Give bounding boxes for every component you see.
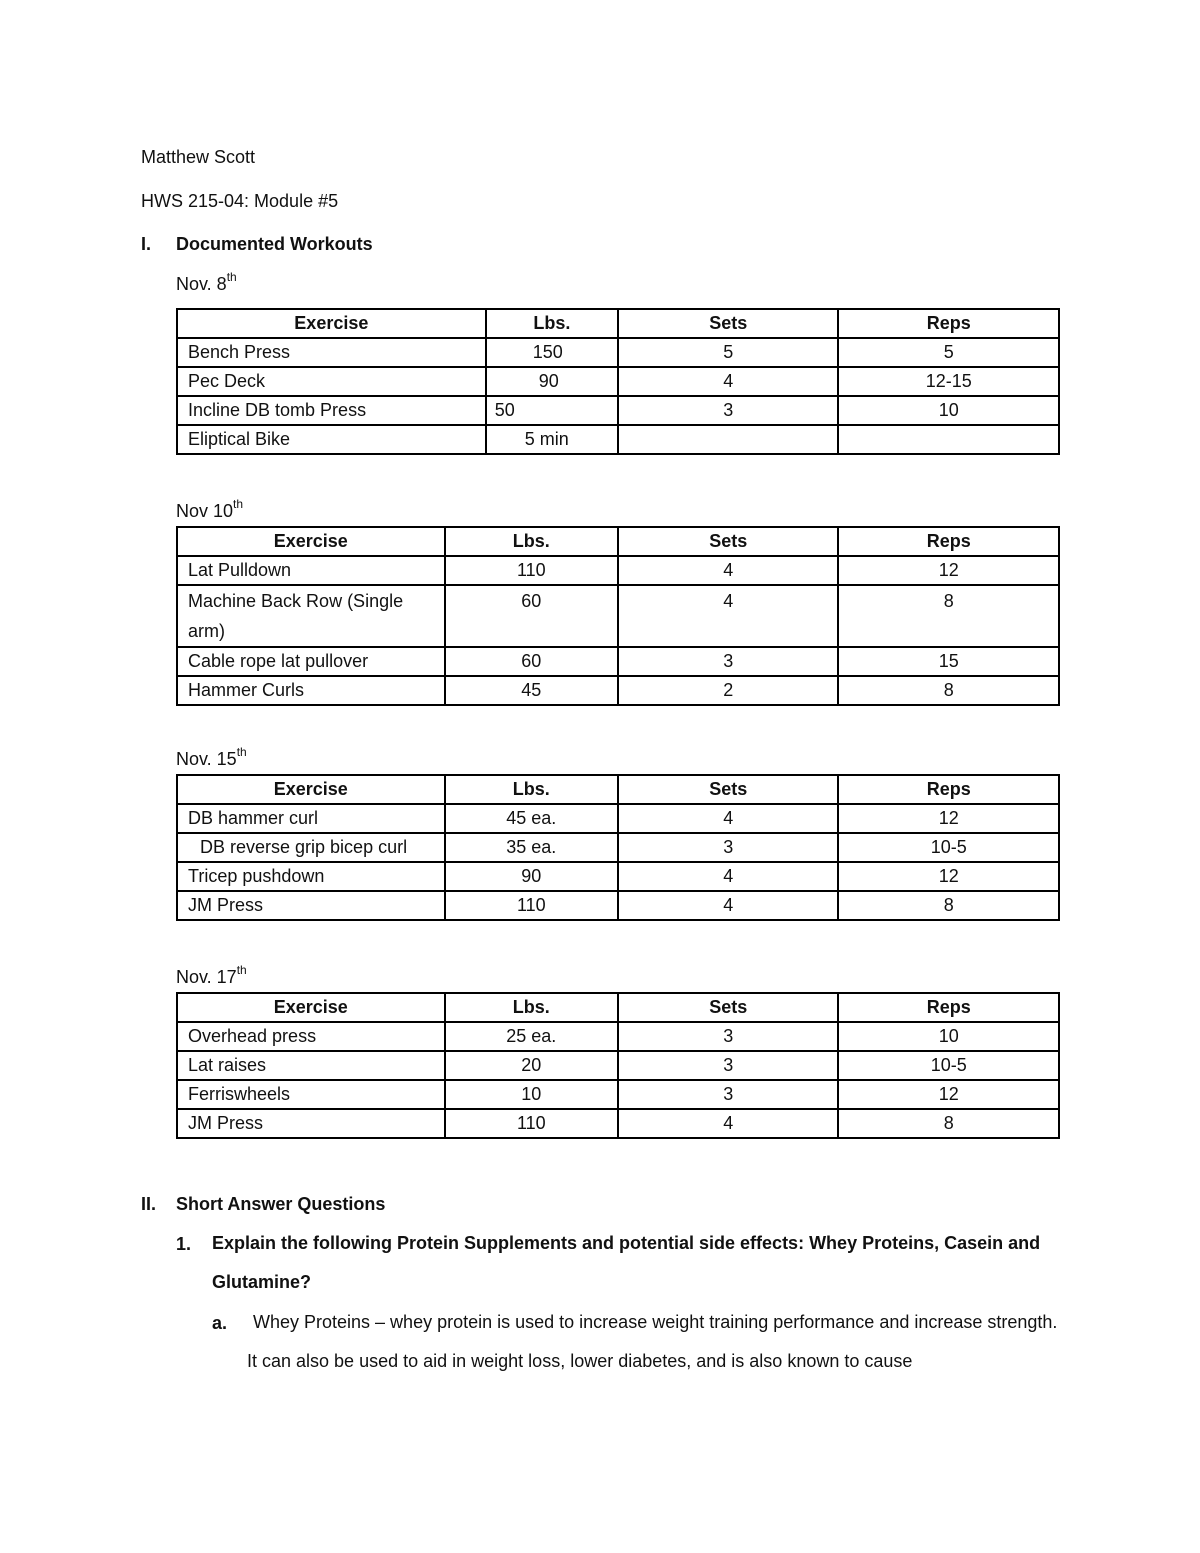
cell-reps: 12: [838, 804, 1059, 833]
workout-date: [176, 745, 247, 770]
cell-exercise: Machine Back Row (Single arm): [177, 585, 445, 647]
header-lbs: Lbs.: [445, 775, 618, 804]
cell-sets: 4: [618, 862, 839, 891]
date-suffix: th: [233, 497, 244, 511]
cell-lbs: 45: [445, 676, 618, 705]
cell-sets: 4: [618, 891, 839, 920]
cell-exercise: Overhead press: [177, 1022, 445, 1051]
cell-lbs: 90: [445, 862, 618, 891]
date-suffix: th: [226, 270, 237, 284]
cell-lbs: 20: [445, 1051, 618, 1080]
cell-reps: 8: [838, 891, 1059, 920]
cell-exercise: Hammer Curls: [177, 676, 445, 705]
cell-exercise: JM Press: [177, 891, 445, 920]
cell-reps: 8: [838, 676, 1059, 705]
cell-reps: 5: [838, 338, 1059, 367]
header-sets: Sets: [618, 309, 839, 338]
cell-exercise: Ferriswheels: [177, 1080, 445, 1109]
header-reps: Reps: [838, 775, 1059, 804]
section-2-title: Short Answer Questions: [176, 1194, 386, 1214]
header-lbs: Lbs.: [445, 527, 618, 556]
cell-lbs: 5 min: [486, 425, 618, 454]
cell-exercise: DB reverse grip bicep curl: [177, 833, 445, 862]
header-exercise: Exercise: [177, 775, 445, 804]
section-1-title: Documented Workouts: [176, 234, 373, 254]
cell-sets: 4: [618, 1109, 839, 1138]
table-row: [177, 425, 1059, 454]
cell-lbs: 150: [486, 338, 618, 367]
cell-reps: 10: [838, 396, 1059, 425]
header-sets: Sets: [618, 775, 839, 804]
workout-date: [176, 963, 247, 988]
cell-lbs: 60: [445, 647, 618, 676]
cell-reps: 12: [838, 1080, 1059, 1109]
header-sets: Sets: [618, 527, 839, 556]
table-header-row: [177, 775, 1059, 804]
cell-reps: 8: [838, 585, 1059, 647]
question-1-text: Explain the following Protein Supplements and potential side effects: Whey Proteins, Casein and Glutamine?: [212, 1233, 1041, 1292]
cell-lbs: 60: [445, 585, 618, 647]
cell-reps: 10-5: [838, 833, 1059, 862]
cell-sets: 4: [618, 367, 839, 396]
cell-exercise: Bench Press: [177, 338, 486, 367]
table-row: [177, 833, 1059, 862]
table-row: [177, 1109, 1059, 1138]
question-1-number: 1.: [176, 1234, 192, 1254]
cell-sets: 4: [618, 556, 839, 585]
table-header-row: [177, 993, 1059, 1022]
author-name: Matthew Scott: [141, 147, 256, 167]
cell-sets: 3: [618, 647, 839, 676]
header-reps: Reps: [838, 993, 1059, 1022]
table-row: [177, 862, 1059, 891]
workout-table: [176, 308, 1060, 455]
workout-table: [176, 526, 1060, 706]
table-row: [177, 367, 1059, 396]
date-suffix: th: [236, 745, 247, 759]
table-row: [177, 1022, 1059, 1051]
cell-sets: 4: [618, 585, 839, 647]
header-reps: Reps: [838, 527, 1059, 556]
cell-sets: 2: [618, 676, 839, 705]
cell-sets: 3: [618, 833, 839, 862]
header-lbs: Lbs.: [445, 993, 618, 1022]
header-sets: Sets: [618, 993, 839, 1022]
table-row: [177, 396, 1059, 425]
date-text: Nov. 15: [176, 749, 237, 769]
cell-reps: 12: [838, 862, 1059, 891]
table-row: [177, 585, 1059, 647]
date-text: Nov 10: [176, 501, 234, 521]
cell-exercise: Lat Pulldown: [177, 556, 445, 585]
cell-sets: 5: [618, 338, 839, 367]
cell-sets: [618, 425, 839, 454]
cell-exercise: Eliptical Bike: [177, 425, 486, 454]
table-row: [177, 676, 1059, 705]
header-exercise: Exercise: [177, 309, 486, 338]
cell-reps: 15: [838, 647, 1059, 676]
cell-exercise: Tricep pushdown: [177, 862, 445, 891]
table-row: [177, 556, 1059, 585]
cell-exercise: Incline DB tomb Press: [177, 396, 486, 425]
workout-date: [176, 270, 237, 295]
workout-table: [176, 992, 1060, 1139]
table-row: [177, 891, 1059, 920]
table-header-row: [177, 309, 1059, 338]
cell-reps: 12: [838, 556, 1059, 585]
cell-exercise: Cable rope lat pullover: [177, 647, 445, 676]
answer-a-label: a.: [212, 1313, 228, 1333]
table-row: [177, 804, 1059, 833]
cell-sets: 3: [618, 396, 839, 425]
date-text: Nov. 17: [176, 967, 237, 987]
workout-date: [176, 497, 244, 522]
section-2-numeral: II.: [141, 1194, 157, 1214]
header-reps: Reps: [838, 309, 1059, 338]
cell-lbs: 110: [445, 556, 618, 585]
cell-reps: [838, 425, 1059, 454]
cell-lbs: 45 ea.: [445, 804, 618, 833]
table-row: [177, 1080, 1059, 1109]
course-title: HWS 215-04: Module #5: [141, 191, 339, 211]
cell-exercise: DB hammer curl: [177, 804, 445, 833]
cell-lbs: 25 ea.: [445, 1022, 618, 1051]
cell-exercise: JM Press: [177, 1109, 445, 1138]
cell-lbs: 35 ea.: [445, 833, 618, 862]
header-lbs: Lbs.: [486, 309, 618, 338]
table-row: [177, 647, 1059, 676]
workout-table: [176, 774, 1060, 921]
date-suffix: th: [236, 963, 247, 977]
cell-exercise: Lat raises: [177, 1051, 445, 1080]
header-exercise: Exercise: [177, 527, 445, 556]
answer-a-text: Whey Proteins – whey protein is used to increase weight training performance and increase strength. It can also be used to aid in weight loss, lower diabetes, and is also known to cause: [247, 1312, 1058, 1371]
cell-exercise: Pec Deck: [177, 367, 486, 396]
cell-lbs: 110: [445, 1109, 618, 1138]
table-header-row: [177, 527, 1059, 556]
header-exercise: Exercise: [177, 993, 445, 1022]
cell-sets: 3: [618, 1051, 839, 1080]
cell-reps: 12-15: [838, 367, 1059, 396]
date-text: Nov. 8: [176, 274, 227, 294]
cell-lbs: 110: [445, 891, 618, 920]
cell-reps: 10-5: [838, 1051, 1059, 1080]
section-1-numeral: I.: [141, 234, 152, 254]
cell-lbs: 90: [486, 367, 618, 396]
cell-sets: 3: [618, 1022, 839, 1051]
cell-reps: 10: [838, 1022, 1059, 1051]
cell-reps: 8: [838, 1109, 1059, 1138]
table-row: [177, 338, 1059, 367]
cell-lbs: 50: [486, 396, 618, 425]
table-row: [177, 1051, 1059, 1080]
cell-sets: 3: [618, 1080, 839, 1109]
cell-sets: 4: [618, 804, 839, 833]
cell-lbs: 10: [445, 1080, 618, 1109]
